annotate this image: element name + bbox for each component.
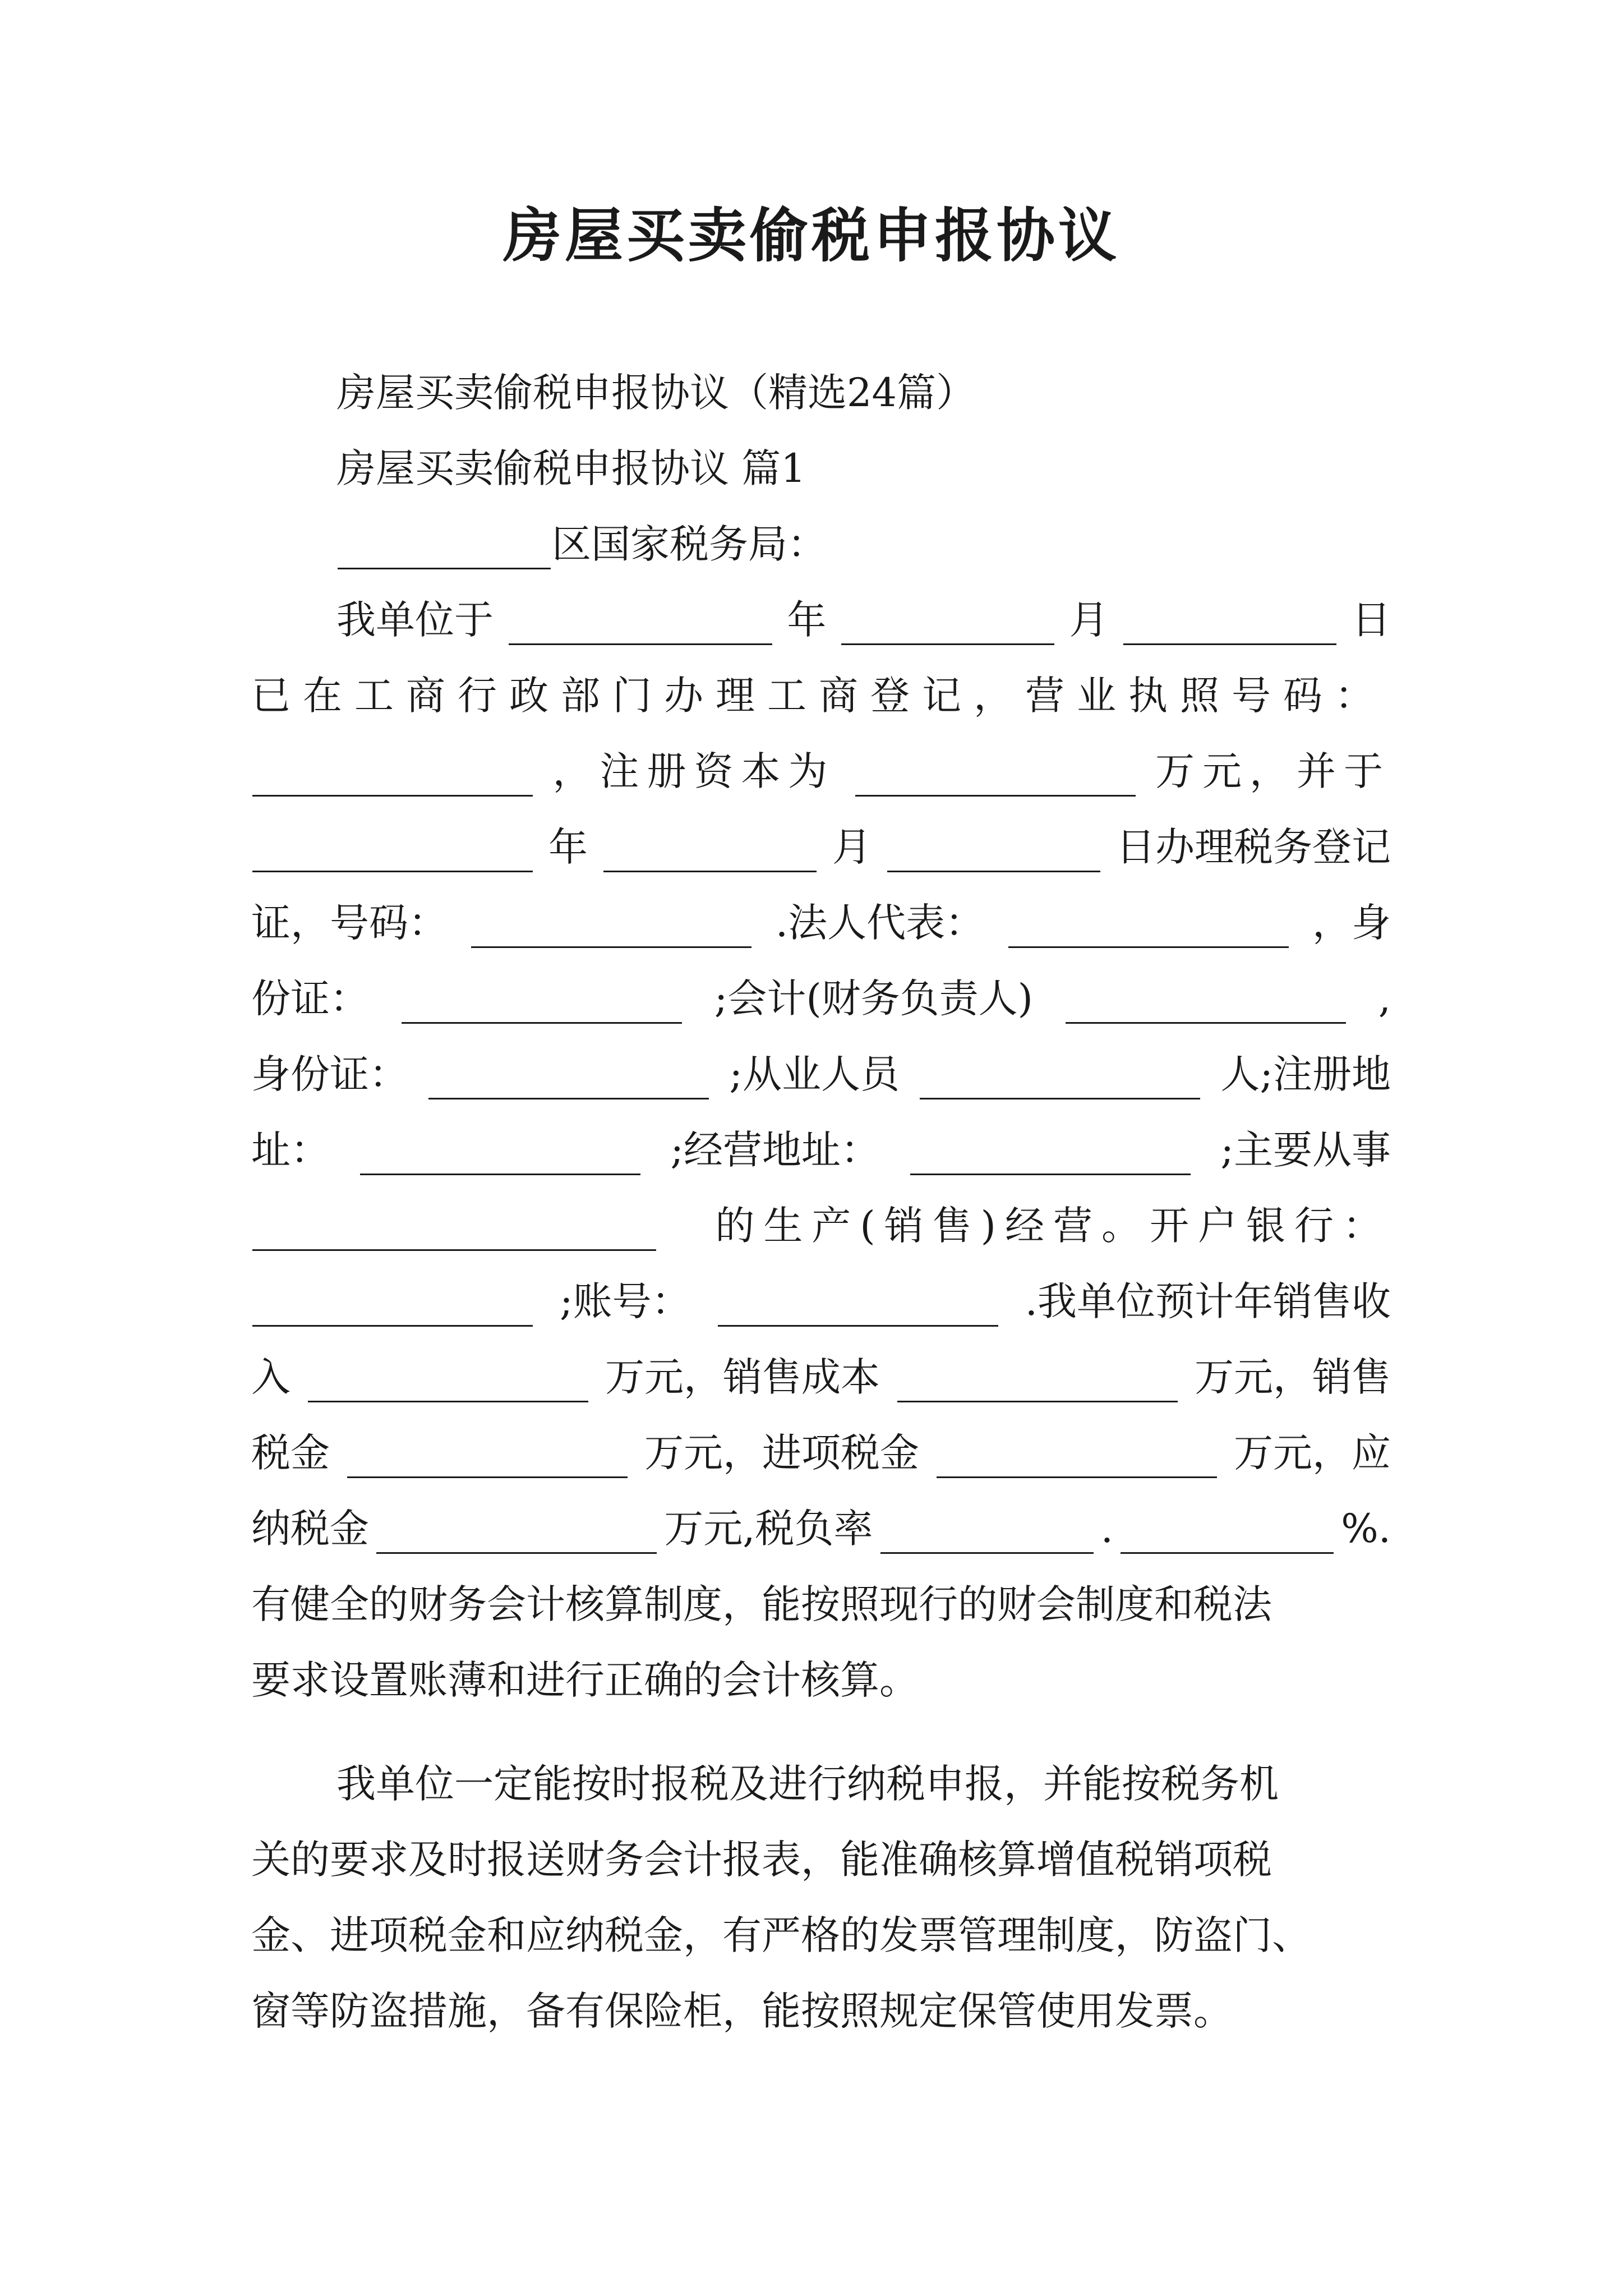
p2-line-4	[251, 1986, 1391, 2036]
text: 人;注册地	[1220, 1051, 1391, 1097]
text: 我单位于	[336, 597, 494, 643]
text: .我单位预计年销售收	[1025, 1278, 1391, 1324]
text: 日办理税务登记	[1116, 824, 1391, 870]
text: ,	[1378, 976, 1391, 1022]
p1-line-15	[251, 1655, 1391, 1705]
blank-input-tax	[937, 1439, 1217, 1478]
text: ;主要从事	[1220, 1127, 1391, 1173]
blank-accountant	[1066, 985, 1346, 1024]
p1-line-7	[251, 1049, 1391, 1099]
blank-id	[402, 985, 682, 1024]
text: ;账号：	[560, 1278, 691, 1324]
blank-rate-int	[880, 1515, 1094, 1554]
text: 万元，进项税金	[644, 1430, 919, 1476]
text: 万元，应	[1234, 1430, 1391, 1476]
blank-legal-rep	[1008, 909, 1289, 948]
subtitle	[336, 367, 1391, 418]
text: 日	[1351, 597, 1391, 643]
p1-line-12	[251, 1428, 1391, 1478]
text: .	[1100, 1506, 1113, 1552]
p1-line-6	[251, 973, 1391, 1024]
text: 的生产(销售)经营。开户银行：	[715, 1203, 1391, 1249]
p1-line-14	[251, 1579, 1391, 1630]
text: ，身	[1312, 900, 1391, 946]
text: %.	[1341, 1506, 1391, 1552]
blank-capital	[855, 758, 1136, 797]
text: 月	[1069, 597, 1109, 643]
p1-line-8	[251, 1125, 1391, 1175]
text: 证，号码：	[251, 900, 448, 946]
text: 万元，销售	[1195, 1354, 1391, 1400]
blank-rate-dec	[1121, 1515, 1334, 1554]
chapter-text: 房屋买卖偷税申报协议 篇1	[336, 445, 806, 491]
blank-main-business	[252, 1212, 656, 1251]
p1-line-3	[251, 746, 1391, 797]
addressee-text: 区国家税务局：	[552, 521, 827, 567]
blank-id	[428, 1061, 709, 1099]
text: 万元，并于	[1155, 748, 1391, 794]
blank-tax-payable	[376, 1515, 657, 1554]
text: 已在工商行政部门办理工商登记，营业执照号码：	[251, 673, 1386, 719]
p1-line-2	[251, 670, 1391, 721]
blank-employees	[920, 1061, 1200, 1099]
text: 税金	[251, 1430, 330, 1476]
p2-line-3	[251, 1910, 1391, 1961]
text: .法人代表：	[775, 900, 985, 946]
p1-line-10	[251, 1276, 1391, 1327]
blank-year	[252, 834, 533, 872]
text: 址：	[251, 1127, 330, 1173]
text: 年	[787, 597, 827, 643]
text: 关的要求及时报送财务会计报表，能准确核算增值税销项税	[251, 1837, 1272, 1883]
blank-biz-address	[910, 1137, 1191, 1175]
p1-line-11	[251, 1352, 1391, 1402]
text: 万元,税负率	[664, 1506, 873, 1552]
text: 有健全的财务会计核算制度，能按照现行的财会制度和税法	[251, 1581, 1272, 1627]
text: 入	[251, 1354, 291, 1400]
text: 月	[832, 824, 872, 870]
text: ;经营地址：	[670, 1127, 880, 1173]
blank-sales-income	[308, 1364, 588, 1402]
p2-line-1	[336, 1759, 1391, 1809]
blank-sales-cost	[897, 1364, 1178, 1402]
text: 万元，销售成本	[605, 1354, 880, 1400]
blank-month	[841, 606, 1054, 645]
document-title: 房屋买卖偷税申报协议	[502, 201, 1120, 270]
addressee-line	[336, 519, 1391, 569]
subtitle-text: 房屋买卖偷税申报协议（精选24篇）	[336, 370, 976, 416]
blank-account	[718, 1288, 998, 1327]
text: ;会计(财务负责人)	[714, 976, 1033, 1022]
text: 金、进项税金和应纳税金，有严格的发票管理制度，防盗门、	[251, 1912, 1311, 1958]
text: 份证：	[251, 976, 369, 1022]
blank-day	[1123, 606, 1336, 645]
blank-reg-address	[360, 1137, 640, 1175]
p1-line-9	[251, 1200, 1391, 1251]
blank-day	[887, 834, 1100, 872]
p1-line-1	[336, 595, 1391, 645]
text: ;从业人员	[729, 1051, 900, 1097]
text: 身份证：	[251, 1051, 408, 1097]
text: 窗等防盗措施，备有保险柜，能按照规定保管使用发票。	[251, 1988, 1233, 2034]
blank-year	[509, 606, 772, 645]
text: 年	[548, 824, 588, 870]
blank-district	[338, 531, 551, 569]
text: 要求设置账薄和进行正确的会计核算。	[251, 1657, 919, 1703]
p1-line-13	[251, 1503, 1391, 1554]
chapter-heading	[336, 443, 1391, 494]
text: 纳税金	[251, 1506, 369, 1552]
text: ，注册资本为	[552, 748, 836, 794]
blank-bank	[252, 1288, 533, 1327]
p2-line-2	[251, 1834, 1391, 1885]
blank-month	[603, 834, 817, 872]
blank-tax-reg-no	[471, 909, 751, 948]
p1-line-4	[251, 822, 1391, 872]
text: 我单位一定能按时报税及进行纳税申报，并能按税务机	[336, 1761, 1279, 1807]
p1-line-5	[251, 898, 1391, 948]
blank-license-no	[252, 758, 533, 797]
blank-sales-tax	[347, 1439, 628, 1478]
